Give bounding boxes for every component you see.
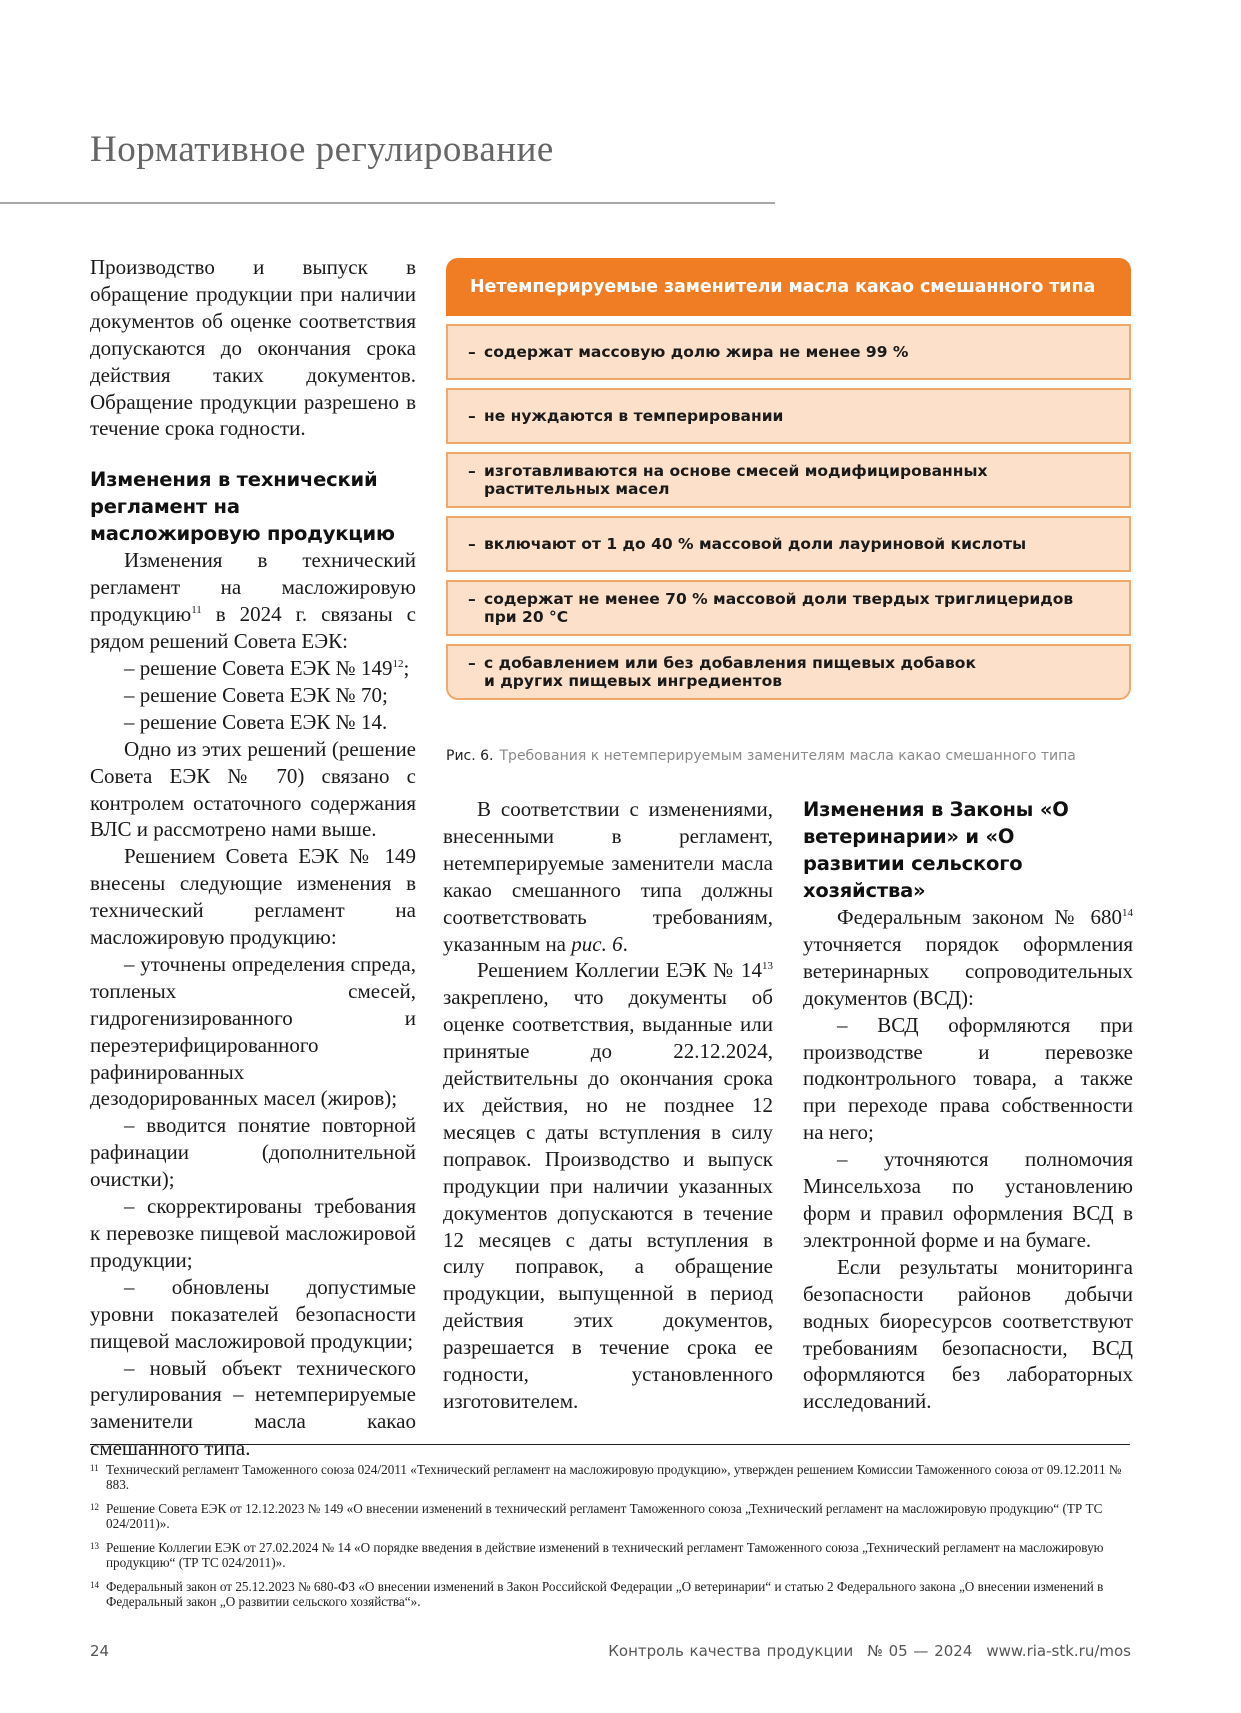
paragraph: Изменения в технический регламент на масложировую продукцию$^{11}$ в 2024 г. связаны с рядом решений Совета ЕЭК: bbox=[90, 548, 416, 654]
footnote-number: 11 bbox=[90, 1463, 99, 1473]
dash-bullet: – bbox=[468, 535, 476, 553]
paragraph: В соответствии с изменениями, внесенными в регламент, нетемперируемые заменители масла какао смешанного типа должны соответствовать требованиям, указанным на рис. 6. bbox=[443, 797, 773, 956]
journal-name: Контроль качества продукции bbox=[608, 1642, 854, 1660]
footnote-divider bbox=[90, 1444, 1130, 1445]
paragraph: Если результаты мониторинга безопасности районов добычи водных биоресурсов соответствуют требованиям безопасности, ВСД оформляются без лабораторных исследований. bbox=[803, 1254, 1133, 1414]
dash-bullet: – bbox=[468, 343, 476, 361]
footnote-number: 13 bbox=[90, 1541, 99, 1551]
list-item: – скорректированы требования к перевозке пищевой масложировой продукции; bbox=[90, 1194, 416, 1272]
footnote: 12 Решение Совета ЕЭК от 12.12.2023 № 149 «О внесении изменений в технический регламент Таможенного союза „Технический регламент на масложировую продукцию“ (ТР ТС 024/2011)». bbox=[90, 1501, 1103, 1531]
column-2 bbox=[443, 796, 773, 1415]
footnote-ref[interactable]: 11 bbox=[191, 604, 202, 617]
footnote-ref[interactable]: 12 bbox=[392, 657, 404, 670]
page-number: 24 bbox=[90, 1642, 110, 1660]
footnote: 14 Федеральный закон от 25.12.2023 № 680-ФЗ «О внесении изменений в Закон Российской Федерации „О ветеринарии“ и статью 2 Федерального закона „О внесении изменений в Федеральный закон „О развитии сельского хозяйства“». bbox=[90, 1579, 1104, 1609]
list-item: – уточнены определения спреда, топленых смесей, гидрогенизированного и переэтерифицированного рафинированных дезодорированных масел (жиров); bbox=[90, 951, 416, 1111]
list-item: – ВСД оформляются при производстве и перевозке подконтрольного товара, а также при переходе права собственности на него; bbox=[803, 1012, 1133, 1145]
figure-caption-text: Требования к нетемперируемым заменителям масла какао смешанного типа bbox=[499, 748, 1076, 764]
list-item: – решение Совета ЕЭК № 14. bbox=[124, 709, 388, 734]
figure-item: – включают от 1 до 40 % массовой доли лауриновой кислоты bbox=[446, 516, 1131, 572]
title-divider bbox=[0, 202, 775, 204]
footnotes bbox=[90, 1462, 1135, 1618]
section-title: Нормативное регулирование bbox=[90, 129, 554, 170]
dash-bullet: – bbox=[468, 407, 476, 425]
figure-number: Рис. 6. bbox=[446, 748, 494, 764]
intro-paragraph: Производство и выпуск в обращение продукции при наличии документов об оценке соответствия допускаются до окончания срока действия таких документов. Обращение продукции разрешено в течение срока годности. bbox=[90, 255, 416, 441]
journal-footer bbox=[594, 1642, 1131, 1660]
figure-item: – с добавлением или без добавления пищевых добавок и других пищевых ингредиентов bbox=[446, 644, 1131, 700]
figure-item: – не нуждаются в темперировании bbox=[446, 388, 1131, 444]
list-item: – новый объект технического регулирования – нетемперируемые заменители масла какао смешанного типа. bbox=[90, 1355, 416, 1461]
paragraph: Решением Коллегии ЕЭК № $14^{13}$ закреплено, что документы об оценке соответствия, выданные или принятые до 22.12.2024, действительны до окончания срока их действия, но не позднее 12 месяцев с даты вступления в силу поправок. Производство и выпуск продукции при наличии указанных документов допускаются в течение 12 месяцев с даты вступления в силу поправок, а обращение продукции, выпущенной в период действия этих документов, разрешается в течение срока ее годности, установленного изготовителем. bbox=[443, 958, 773, 1413]
list-item: – обновлены допустимые уровни показателей безопасности пищевой масложировой продукции; bbox=[90, 1274, 416, 1353]
footnote-number: 14 bbox=[90, 1580, 99, 1590]
figure-header: Нетемперируемые заменители масла какао смешанного типа bbox=[446, 258, 1131, 316]
paragraph: Решением Совета ЕЭК № 149 внесены следующие изменения в технический регламент на масложировую продукцию: bbox=[90, 844, 416, 950]
list-item: – решение Совета ЕЭК № $149^{12}$; bbox=[124, 655, 410, 680]
footnote-number: 12 bbox=[90, 1502, 99, 1512]
footnote-ref[interactable]: 13 bbox=[762, 960, 773, 973]
figure-item: – изготавливаются на основе смесей модифицированных растительных масел bbox=[446, 452, 1131, 508]
list-item: – вводится понятие повторной рафинации (дополнительной очистки); bbox=[90, 1113, 416, 1192]
list-item: – уточняются полномочия Минсельхоза по установлению форм и правил оформления ВСД в электронной форме и на бумаге. bbox=[803, 1147, 1133, 1252]
footnote: 13 Решение Коллегии ЕЭК от 27.02.2024 № 14 «О порядке введения в действие изменений в технический регламент Таможенного союза „Технический регламент на масложировую продукцию“ (ТР ТС 024/2011)». bbox=[90, 1540, 1104, 1570]
figure-reference-link[interactable]: рис. 6 bbox=[571, 931, 623, 956]
footnote: 11 Технический регламент Таможенного союза 024/2011 «Технический регламент на масложировую продукцию», утвержден решением Комиссии Таможенного союза от 09.12.2011 № 883. bbox=[90, 1462, 1122, 1492]
footnote-ref[interactable]: 14 bbox=[1122, 907, 1133, 919]
list-item: – решение Совета ЕЭК № 70; bbox=[124, 682, 388, 707]
figure-caption bbox=[446, 748, 1076, 764]
column-3 bbox=[803, 796, 1133, 1415]
paragraph: Федеральным законом № $680^{14}$ уточняется порядок оформления ветеринарных сопроводительных документов (ВСД): bbox=[803, 905, 1133, 1010]
column-1 bbox=[90, 254, 416, 1462]
paragraph: Одно из этих решений (решение Совета ЕЭК № 70) связано с контролем остаточного содержания ВЛС и рассмотрено нами выше. bbox=[90, 736, 416, 842]
figure-item: – содержат массовую долю жира не менее 99 % bbox=[446, 324, 1131, 380]
dash-bullet: – bbox=[468, 654, 476, 672]
dash-bullet: – bbox=[468, 590, 476, 608]
section-heading-laws: Изменения в Законы «О ветеринарии» и «О развитии сельского хозяйства» bbox=[803, 798, 1069, 902]
section-heading-tech-regulation: Изменения в технический регламент на масложировую продукцию bbox=[90, 468, 395, 546]
figure-item: – содержат не менее 70 % массовой доли твердых триглицеридов при 20 °С bbox=[446, 580, 1131, 636]
website-link[interactable]: www.ria-stk.ru/mos bbox=[986, 1642, 1131, 1660]
dash-bullet: – bbox=[468, 462, 476, 480]
figure-6-requirements bbox=[446, 258, 1131, 700]
issue-number: № 05 — 2024 bbox=[867, 1642, 973, 1660]
